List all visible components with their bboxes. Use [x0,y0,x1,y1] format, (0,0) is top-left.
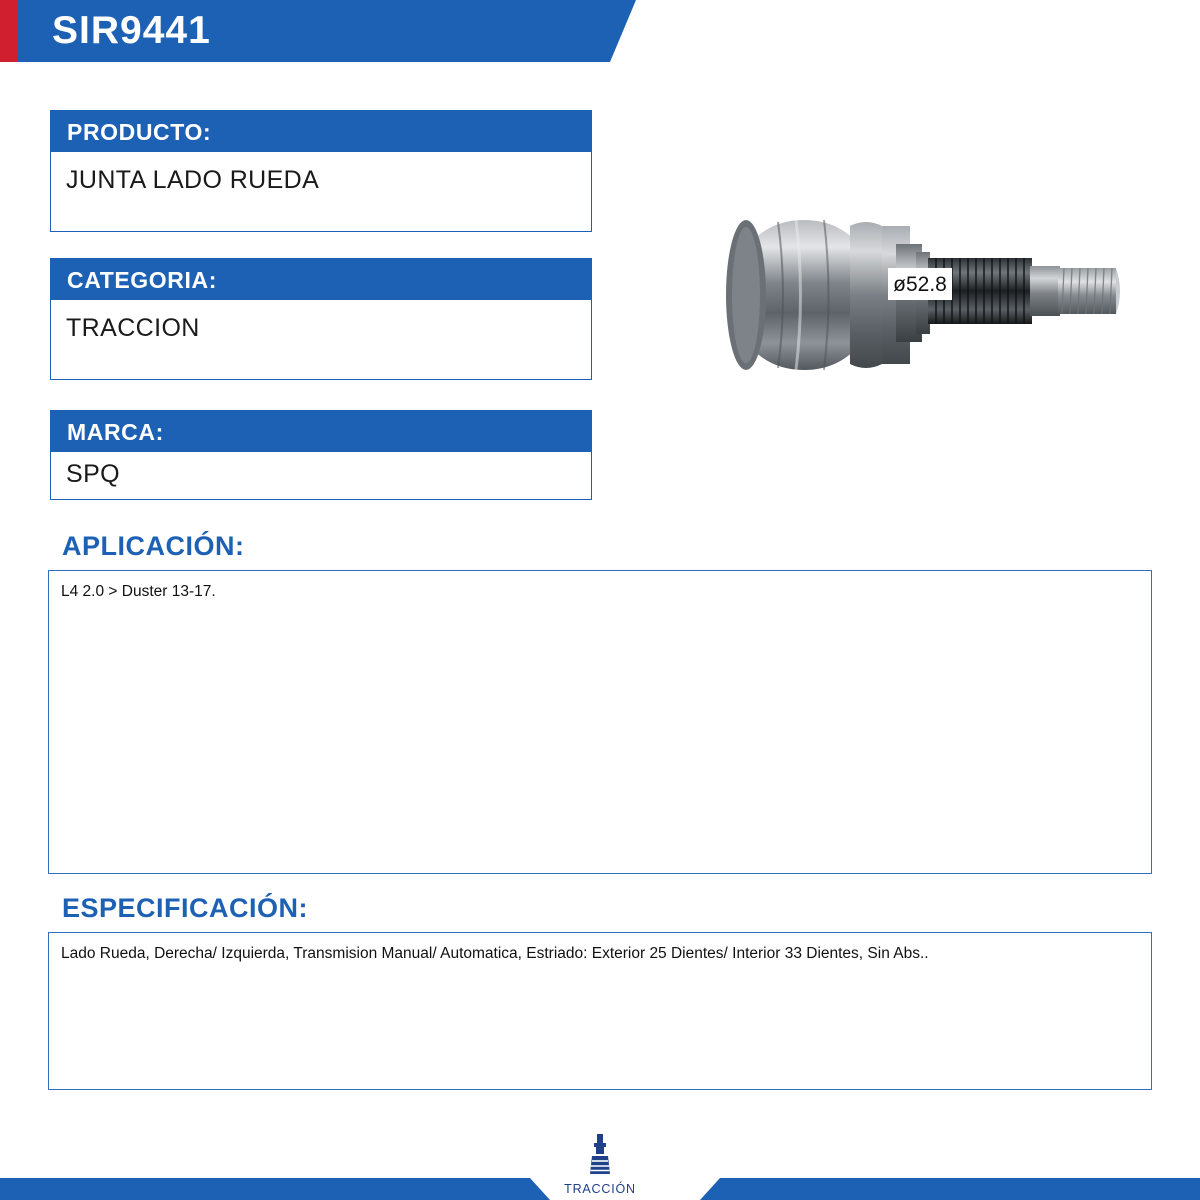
dimension-label: ø52.8 [893,273,947,296]
field-marca-value: SPQ [50,452,592,500]
field-categoria-label: CATEGORIA: [50,258,592,300]
footer-center [0,1132,1200,1196]
page-header [0,0,1200,72]
field-marca [50,410,592,500]
field-producto [50,110,592,232]
page-footer [0,1162,1200,1200]
field-producto-label: PRODUCTO: [50,110,592,152]
part-number-title: SIR9441 [52,9,211,52]
field-categoria-value: TRACCION [50,300,592,380]
field-producto-value: JUNTA LADO RUEDA [50,152,592,232]
cv-joint-illustration [700,170,1120,420]
product-image [700,170,1120,420]
field-categoria [50,258,592,380]
aplicacion-content: L4 2.0 > Duster 13-17. [48,570,1152,874]
aplicacion-heading: APLICACIÓN: [62,531,245,561]
especificacion-heading: ESPECIFICACIÓN: [62,893,309,923]
field-marca-label: MARCA: [50,410,592,452]
traccion-icon [583,1132,617,1180]
footer-label: TRACCIÓN [564,1182,636,1196]
especificacion-content: Lado Rueda, Derecha/ Izquierda, Transmision Manual/ Automatica, Estriado: Exterior 25 Dientes/ Interior 33 Dientes, Sin Abs.. [48,932,1152,1090]
